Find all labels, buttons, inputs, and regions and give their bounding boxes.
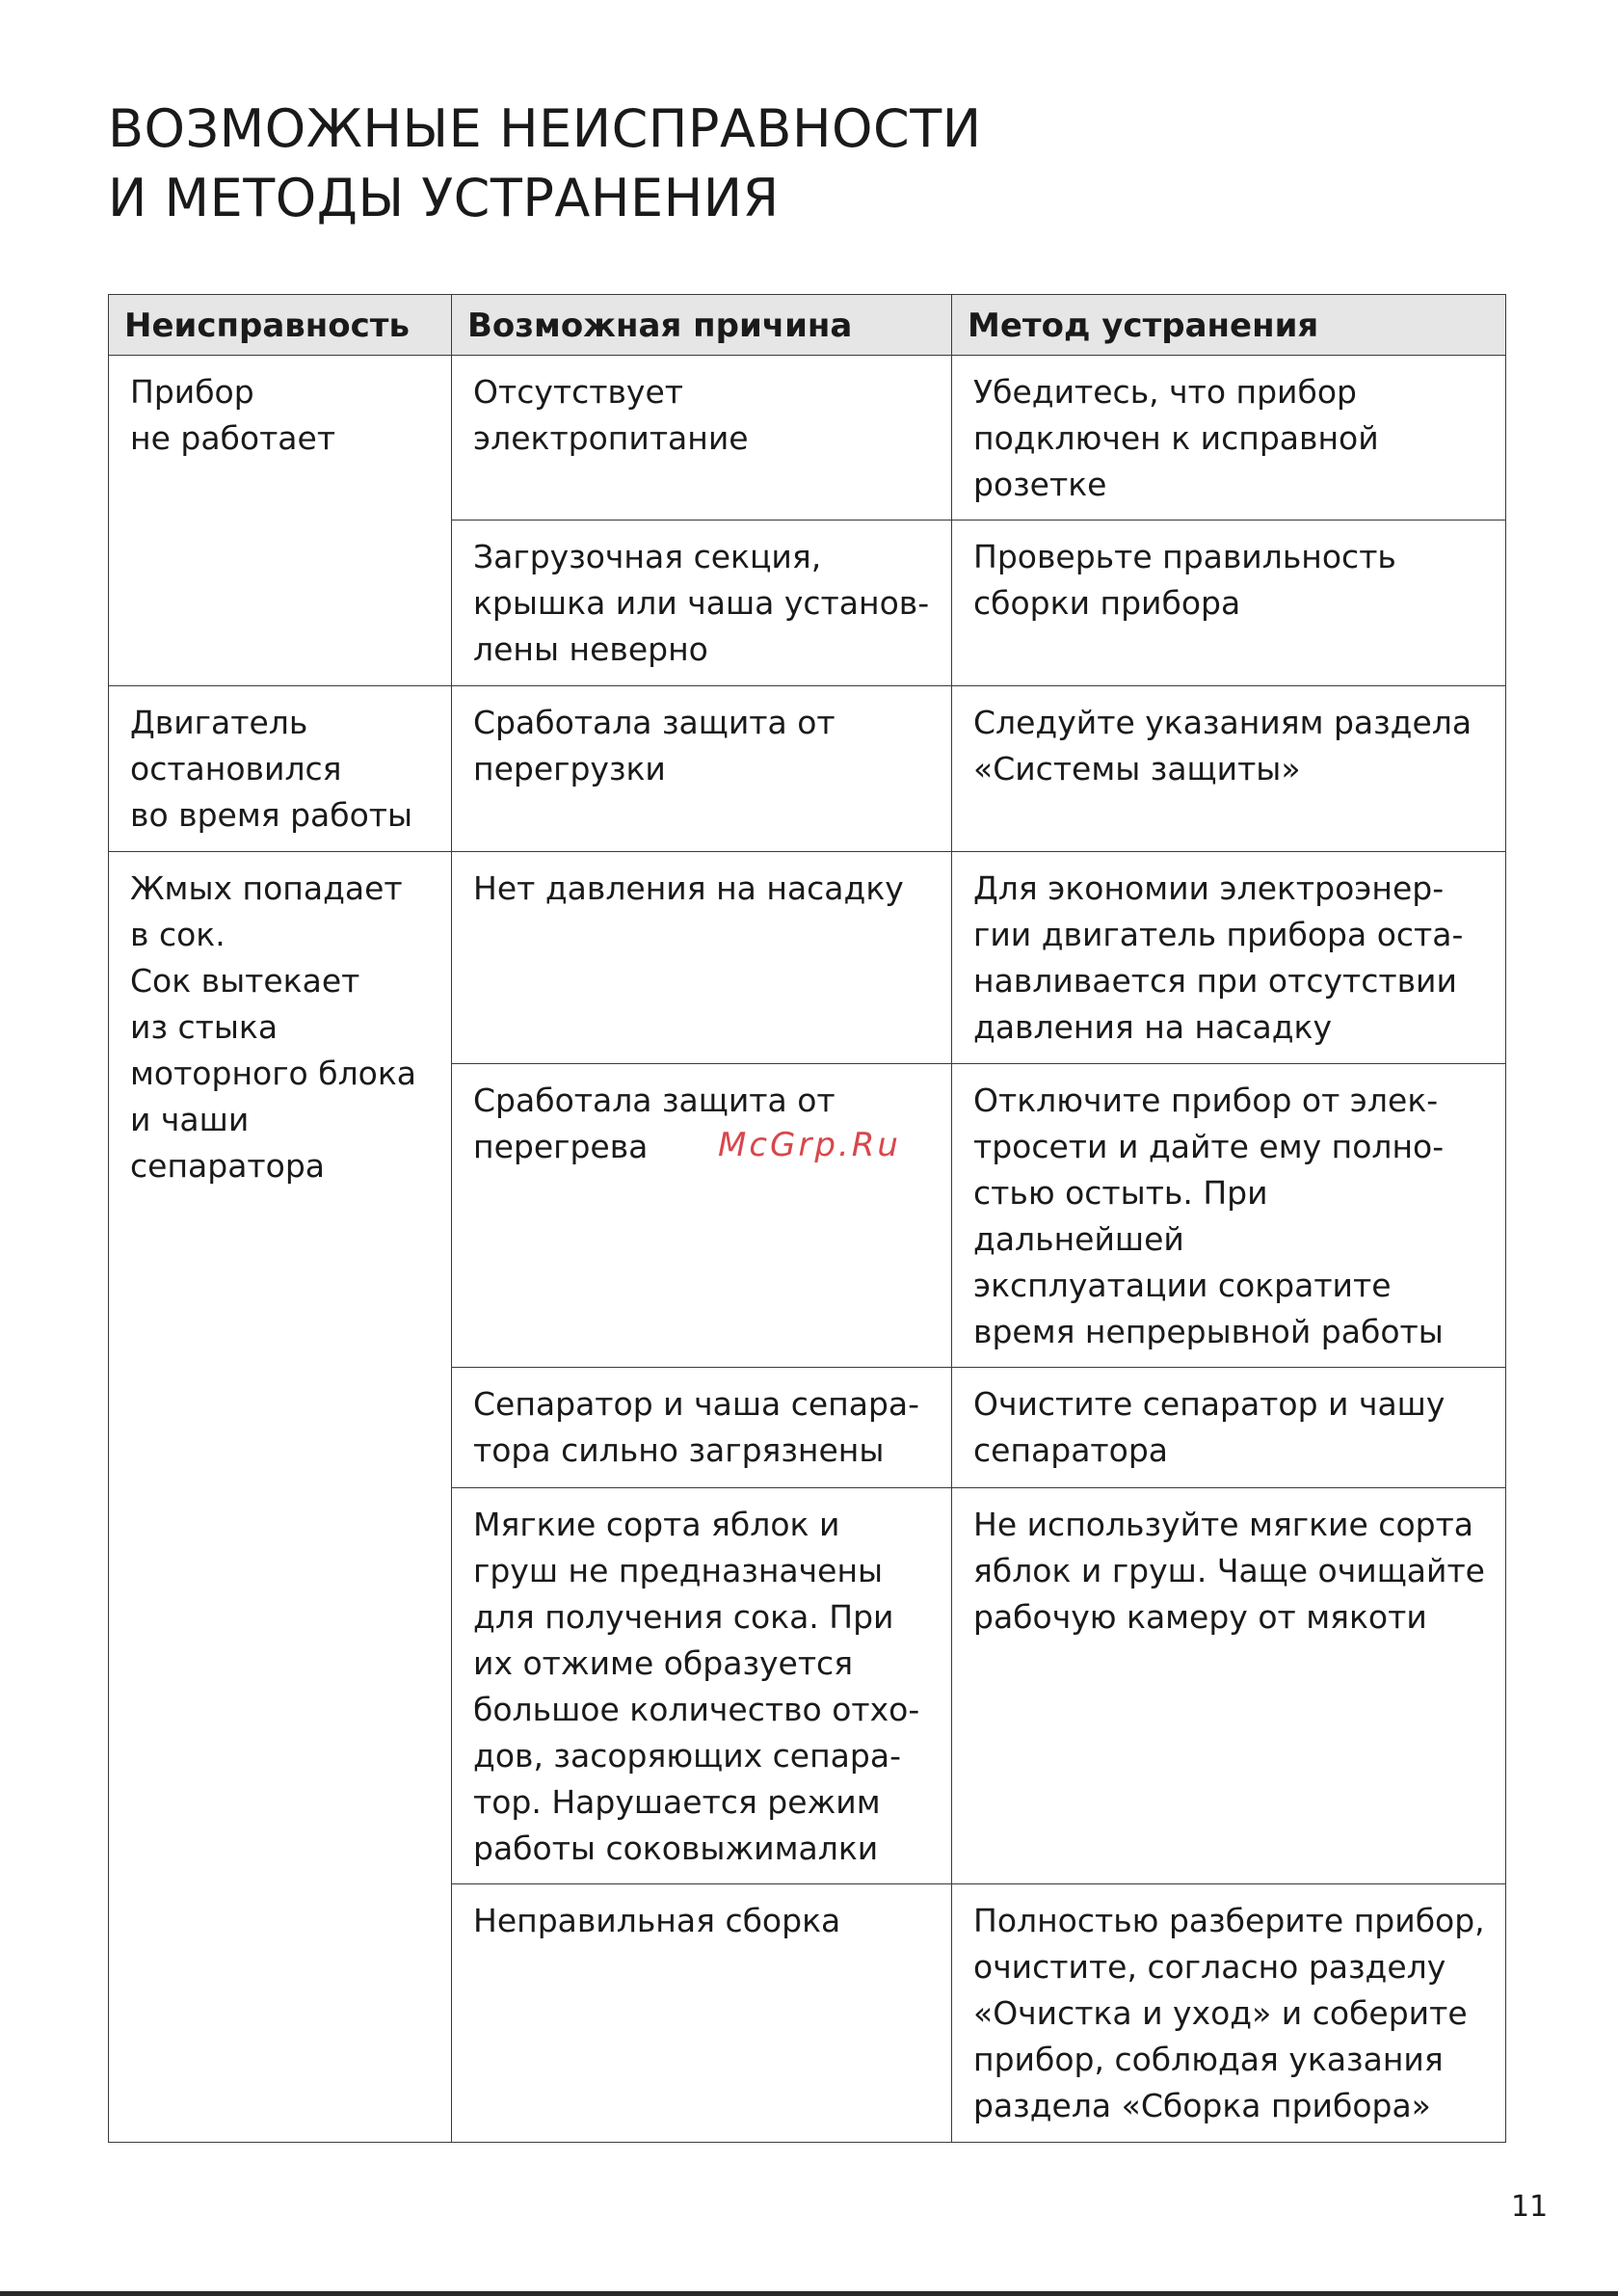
cause-cell: [452, 1488, 952, 1884]
remedy-text: Отключите прибор от элек- тросети и дайте ему полно- стью остыть. При дальнейшей эксплуатации сократите время непрерывной работы: [973, 1081, 1445, 1350]
cause-cell: [452, 1368, 952, 1488]
remedy-cell: [952, 356, 1506, 521]
table-row: [109, 852, 1506, 1064]
page-title-line-1: ВОЗМОЖНЫЕ НЕИСПРАВНОСТИ: [108, 98, 982, 159]
troubleshooting-table: [108, 294, 1506, 2143]
fault-cell: [109, 686, 452, 852]
cause-cell: [452, 1884, 952, 2143]
cause-cell: [452, 356, 952, 521]
cause-cell: [452, 521, 952, 686]
remedy-text: Убедитесь, что прибор подключен к исправной розетке: [973, 373, 1379, 503]
page-number: 11: [1511, 2190, 1549, 2224]
cause-cell: [452, 1064, 952, 1368]
cause-text: Сработала защита от перегрева: [473, 1081, 836, 1165]
page-title: [108, 94, 982, 233]
table-row: [109, 356, 1506, 521]
cause-text: Загрузочная секция, крышка или чаша установ- лены неверно: [473, 538, 930, 668]
cause-text: Сработала защита от перегрузки: [473, 704, 836, 788]
cause-cell: [452, 852, 952, 1064]
remedy-text: Не используйте мягкие сорта яблок и груш. Чаще очищайте рабочую камеру от мякоти: [973, 1506, 1485, 1636]
page-title-line-2: И МЕТОДЫ УСТРАНЕНИЯ: [108, 168, 780, 228]
fault-cell: [109, 852, 452, 2143]
remedy-text: Следуйте указаниям раздела «Системы защиты»: [973, 704, 1472, 788]
remedy-cell: [952, 686, 1506, 852]
fault-text: Прибор не работает: [130, 373, 336, 457]
cause-cell: [452, 686, 952, 852]
bottom-divider: [0, 2291, 1618, 2296]
watermark-logo: McGrp.Ru: [718, 1126, 901, 1164]
cause-text: Сепаратор и чаша сепара- тора сильно загрязнены: [473, 1385, 920, 1469]
cause-text: Отсутствует электропитание: [473, 373, 749, 457]
cause-text: Нет давления на насадку: [473, 869, 904, 907]
remedy-cell: [952, 852, 1506, 1064]
header-cause: Возможная причина: [452, 295, 952, 356]
remedy-cell: [952, 1368, 1506, 1488]
remedy-cell: [952, 1064, 1506, 1368]
cause-text: Неправильная сборка: [473, 1902, 841, 1939]
remedy-text: Полностью разберите прибор, очистите, согласно разделу «Очистка и уход» и соберите прибор, соблюдая указания раздела «Сборка прибора»: [973, 1902, 1485, 2124]
remedy-cell: [952, 521, 1506, 686]
table-header-row: [109, 295, 1506, 356]
header-remedy: Метод устранения: [952, 295, 1506, 356]
remedy-cell: [952, 1488, 1506, 1884]
table-row: [109, 686, 1506, 852]
fault-text: Жмых попадает в сок. Сок вытекает из стыка моторного блока и чаши сепаратора: [130, 869, 417, 1185]
fault-text: Двигатель остановился во время работы: [130, 704, 413, 834]
remedy-cell: [952, 1884, 1506, 2143]
remedy-text: Проверьте правильность сборки прибора: [973, 538, 1396, 622]
fault-cell: [109, 356, 452, 686]
remedy-text: Очистите сепаратор и чашу сепаратора: [973, 1385, 1446, 1469]
cause-text: Мягкие сорта яблок и груш не предназначены для получения сока. При их отжиме образуется большое количество отхо- дов, засоряющих сепара- тор. Нарушается режим работы соковыжималки: [473, 1506, 920, 1867]
header-fault: Неисправность: [109, 295, 452, 356]
remedy-text: Для экономии электроэнер- гии двигатель прибора оста- навливается при отсутствии давления на насадку: [973, 869, 1464, 1046]
